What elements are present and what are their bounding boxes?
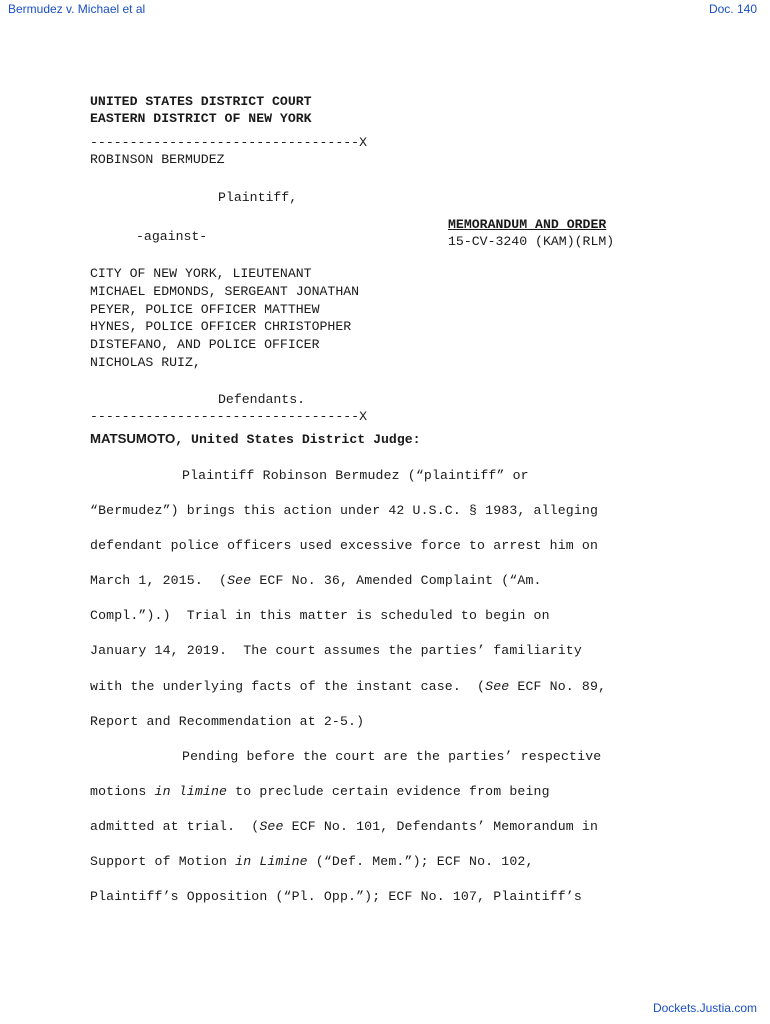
defendants-role: Defendants. [218,392,306,407]
paragraph-line [90,784,680,799]
court-name-line1: UNITED STATES DISTRICT COURT [90,94,312,109]
paragraph-line [90,573,680,588]
italic-signal: See [259,819,284,834]
judge-name: MATSUMOTO [90,431,176,446]
paragraph-line: Plaintiff Robinson Bermudez (“plaintiff” or [182,468,529,483]
paragraph-line: January 14, 2019. The court assumes the parties’ familiarity [90,643,582,658]
text-run: ECF No. 89, [509,679,607,694]
doc-number-link[interactable]: Doc. 140 [708,2,757,16]
paragraph-line: Pending before the court are the parties’ respective [182,749,602,764]
paragraph-line: Compl.”).) Trial in this matter is scheduled to begin on [90,608,550,623]
italic-signal: See [227,573,252,588]
text-run: ECF No. 101, Defendants’ Memorandum in [283,819,599,834]
court-name-line2: EASTERN DISTRICT OF NEW YORK [90,111,312,126]
text-run: motions [90,784,155,799]
defendants-line: DISTEFANO, AND POLICE OFFICER [90,337,320,352]
plaintiff-role: Plaintiff, [218,190,298,205]
text-run: admitted at trial. ( [90,819,260,834]
text-run: (“Def. Mem.”); ECF No. 102, [307,854,534,869]
text-run: with the underlying facts of the instant case. ( [90,679,486,694]
caption-divider-top: ----------------------------------X [90,135,367,150]
case-number: 15-CV-3240 (KAM)(RLM) [448,234,615,249]
paragraph-line [90,679,680,694]
defendants-line: CITY OF NEW YORK, LIEUTENANT [90,266,312,281]
defendants-line: MICHAEL EDMONDS, SERGEANT JONATHAN [90,284,360,299]
paragraph-line: “Bermudez”) brings this action under 42 U.S.C. § 1983, alleging [90,503,599,518]
judge-signature-line [90,431,421,448]
text-run: March 1, 2015. ( [90,573,228,588]
defendants-line: HYNES, POLICE OFFICER CHRISTOPHER [90,319,352,334]
document-title: MEMORANDUM AND ORDER [448,217,607,232]
text-run: to preclude certain evidence from being [227,784,550,799]
italic-term: in Limine [235,854,308,869]
paragraph-line: Plaintiff’s Opposition (“Pl. Opp.”); ECF No. 107, Plaintiff’s [90,889,582,904]
against-label: -against- [136,229,208,244]
paragraph-line [90,854,680,869]
text-run: Support of Motion [90,854,236,869]
judge-title: , United States District Judge: [175,432,421,447]
paragraph-line: defendant police officers used excessive force to arrest him on [90,538,599,553]
defendants-line: PEYER, POLICE OFFICER MATTHEW [90,302,320,317]
paragraph-line: Report and Recommendation at 2-5.) [90,714,365,729]
source-footer-link[interactable]: Dockets.Justia.com [652,1001,757,1015]
defendants-line: NICHOLAS RUIZ, [90,355,201,370]
plaintiff-name: ROBINSON BERMUDEZ [90,152,225,167]
paragraph-line [90,819,680,834]
italic-term: in limine [154,784,228,799]
text-run: ECF No. 36, Amended Complaint (“Am. [251,573,542,588]
italic-signal: See [485,679,510,694]
case-title-link[interactable]: Bermudez v. Michael et al [8,2,146,16]
caption-divider-bottom: ----------------------------------X [90,409,367,424]
